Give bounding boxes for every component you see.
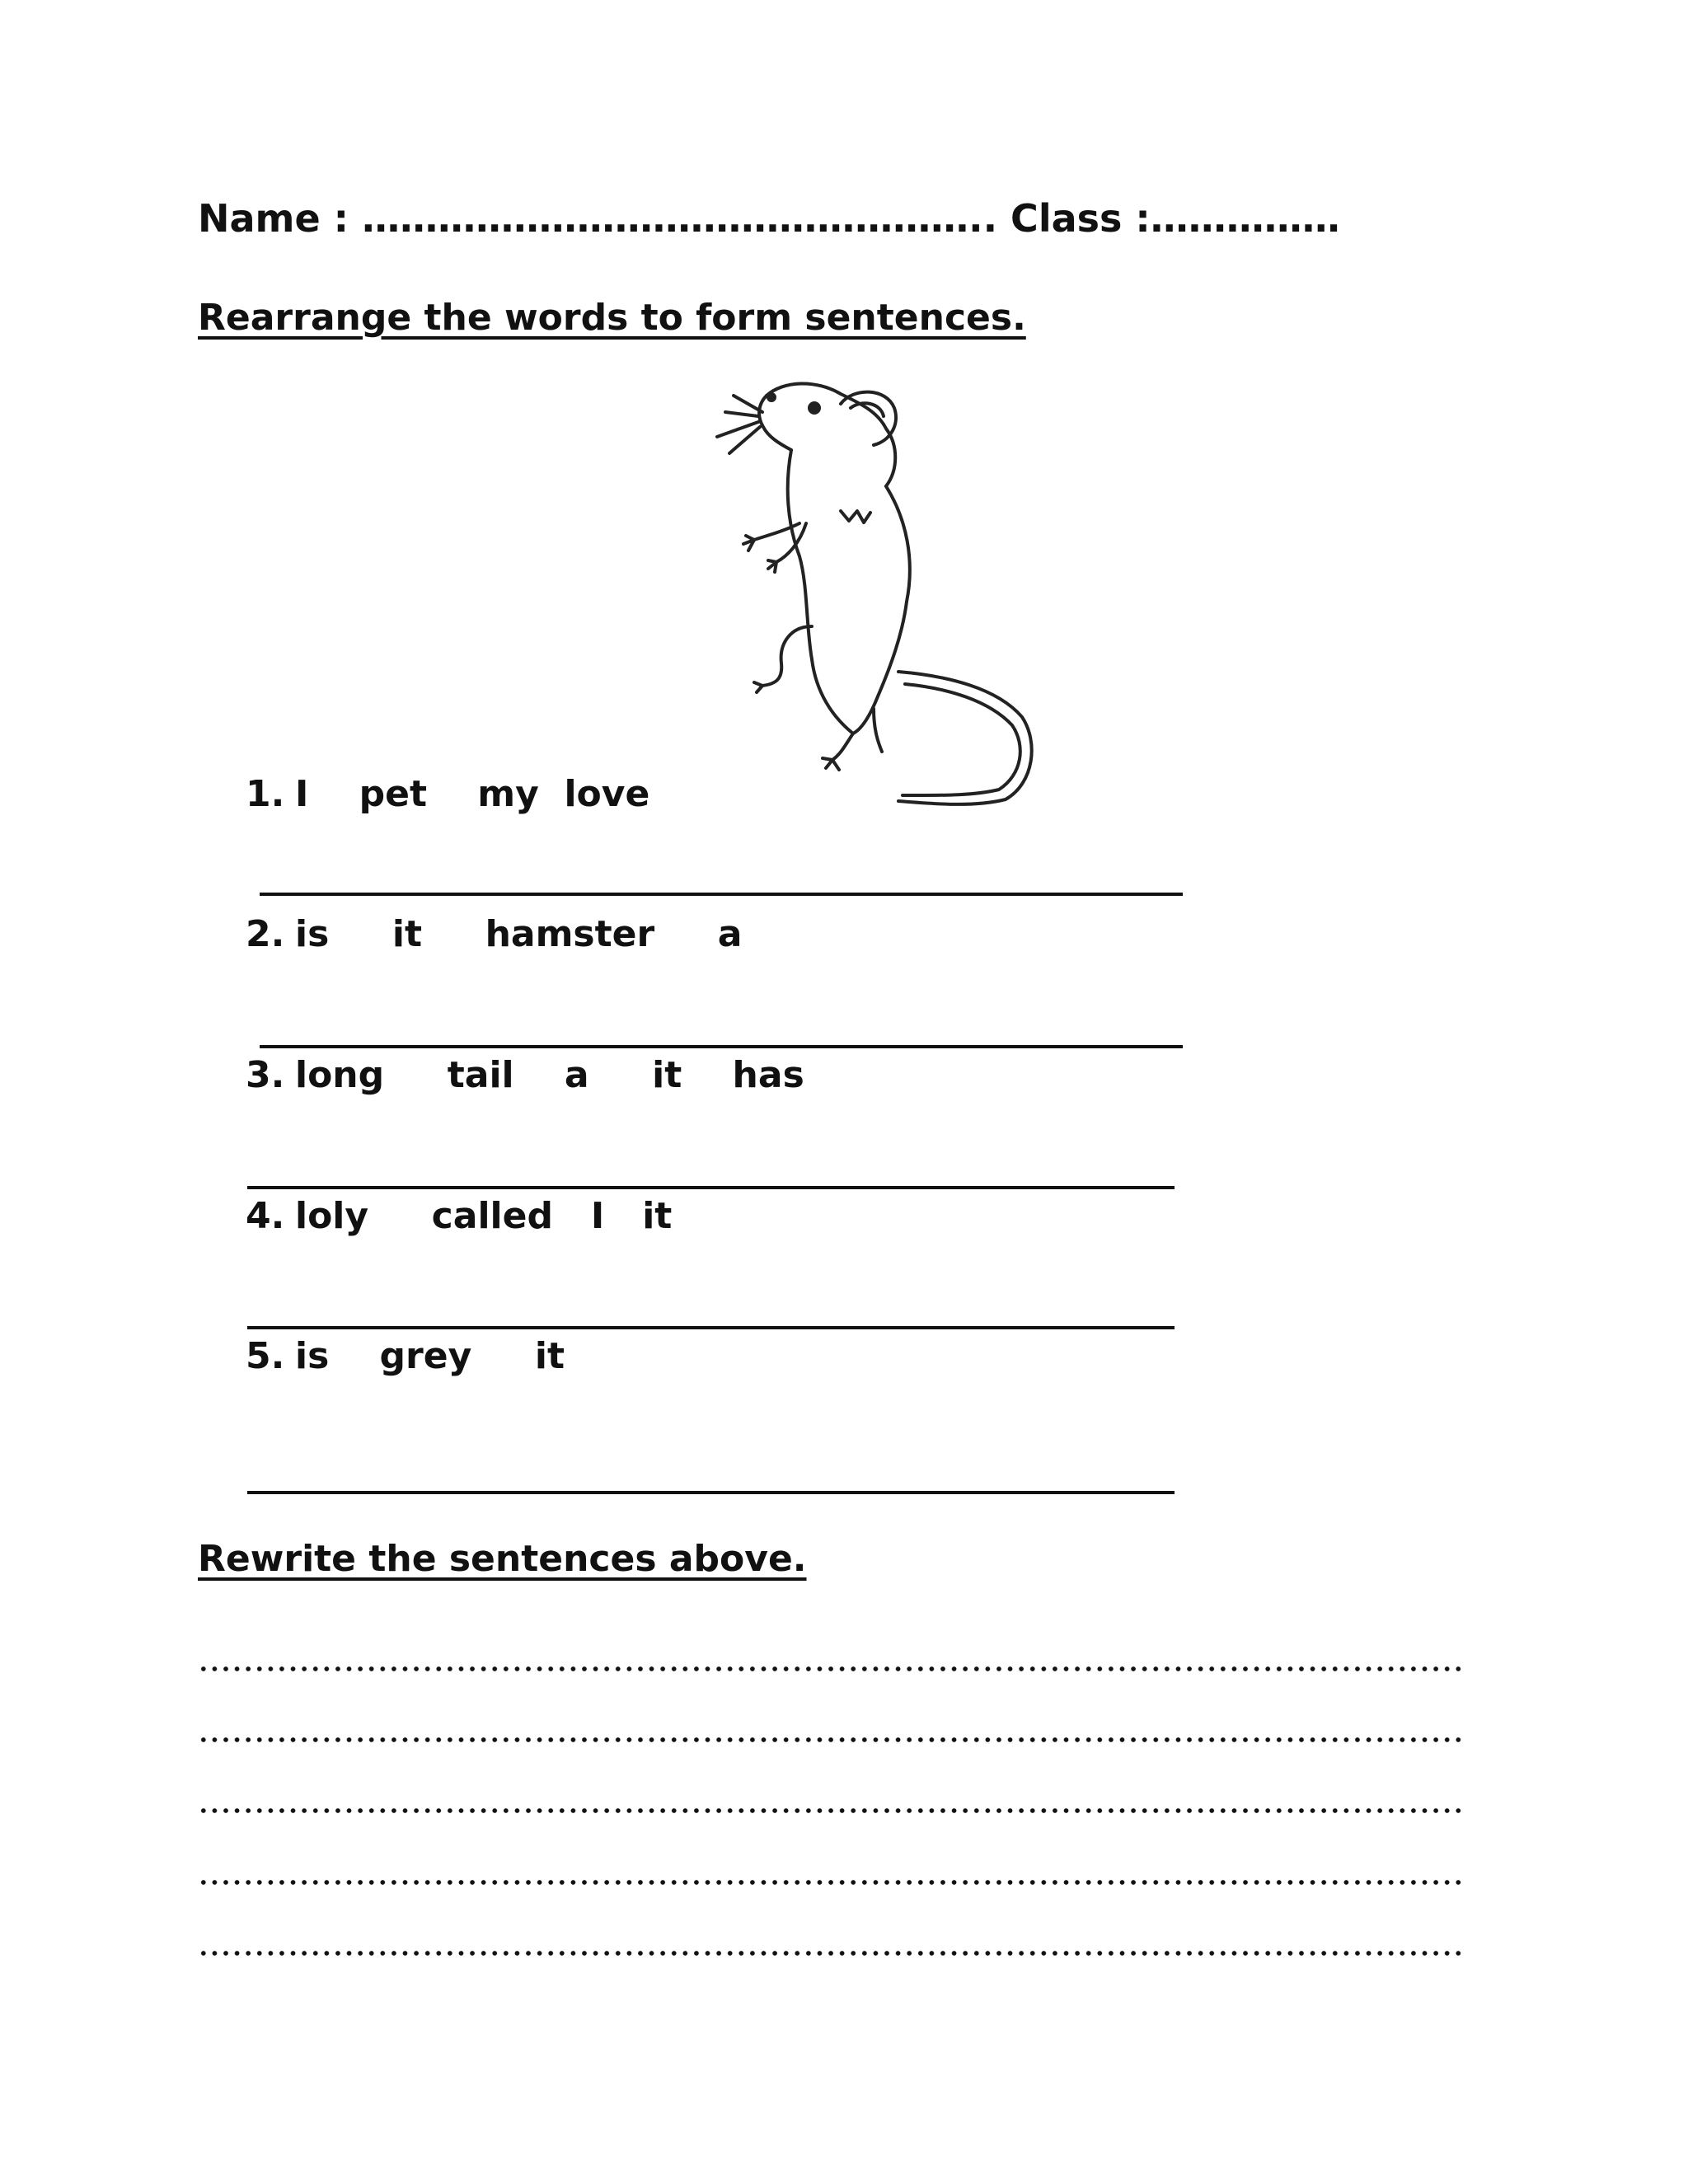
- item-number: 4.: [246, 1195, 285, 1237]
- scrambled-words: is it hamster a: [295, 913, 743, 955]
- sentence-item-5: [246, 1335, 565, 1377]
- writing-line-3[interactable]: [198, 1808, 1467, 1813]
- item-number: 1.: [246, 773, 285, 815]
- writing-line-5[interactable]: [198, 1951, 1467, 1956]
- scrambled-words: long tail a it has: [295, 1054, 804, 1096]
- answer-line-2[interactable]: [260, 1045, 1183, 1048]
- item-number: 2.: [246, 913, 285, 955]
- answer-line-5[interactable]: [247, 1491, 1175, 1494]
- answer-line-3[interactable]: [247, 1186, 1175, 1189]
- item-number: 3.: [246, 1054, 285, 1096]
- name-class-line: Name : ………………………………………….. Class :……………: [198, 196, 1340, 241]
- sentence-item-4: [246, 1195, 672, 1237]
- item-number: 5.: [246, 1335, 285, 1377]
- scrambled-words: loly called I it: [295, 1195, 673, 1237]
- instruction-heading-rewrite: Rewrite the sentences above.: [198, 1538, 807, 1580]
- mouse-icon: [709, 379, 1080, 808]
- sentence-item-2: [246, 913, 742, 955]
- scrambled-words: I pet my love: [295, 773, 650, 815]
- writing-line-4[interactable]: [198, 1880, 1467, 1885]
- sentence-item-1: [246, 773, 649, 815]
- writing-line-2[interactable]: [198, 1737, 1467, 1742]
- sentence-item-3: [246, 1054, 804, 1096]
- answer-line-1[interactable]: [260, 893, 1183, 896]
- scrambled-words: is grey it: [295, 1335, 565, 1377]
- instruction-heading-rearrange: Rearrange the words to form sentences.: [198, 297, 1026, 339]
- answer-line-4[interactable]: [247, 1326, 1175, 1329]
- writing-line-1[interactable]: [198, 1666, 1467, 1671]
